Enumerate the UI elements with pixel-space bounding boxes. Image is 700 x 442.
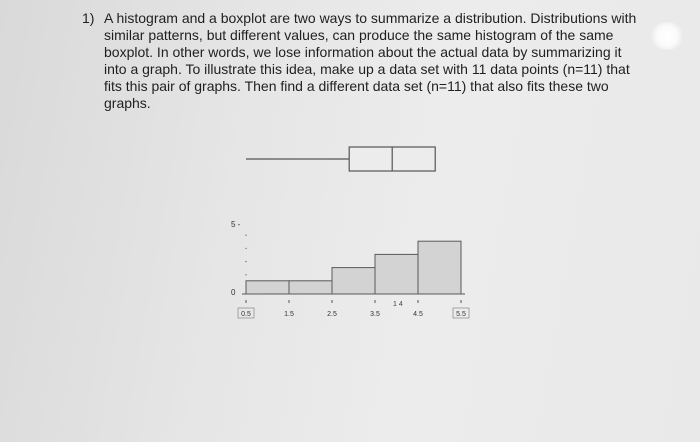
histogram-bar (332, 268, 375, 294)
y-tick-dot (245, 248, 246, 249)
y-tick-dot (245, 261, 246, 262)
x-tick-label: 0.5 (241, 311, 251, 318)
y-tick-dot (245, 235, 246, 236)
x-tick-label: 4.5 (413, 311, 423, 318)
histogram-bar (375, 254, 418, 294)
y-tick-dot (245, 274, 246, 275)
boxplot (246, 147, 435, 171)
question-text: A histogram and a boxplot are two ways to summarize a distribution. Distributions with similar patterns, but different values, can produce the same histogram of the same boxplot. In other words, we lose information about the actual data by summarizing it into a graph. To illustrate this idea, make up a data set with 11 data points (n=11) that fits this pair of graphs. Then find a different data set (n=11) that also fits these two graphs. (104, 10, 637, 111)
x-tick-label: 1.5 (284, 311, 294, 318)
histogram-bar (418, 241, 461, 294)
histogram-bar (289, 281, 332, 294)
histogram-bar (246, 281, 289, 294)
x-tick-label: 2.5 (327, 311, 337, 318)
x-tick-label: 3.5 (370, 311, 380, 318)
y-zero-label: 0 (231, 288, 236, 297)
histogram (231, 220, 469, 318)
y-top-label: 5 - (231, 220, 241, 229)
handwritten-note: 1 4 (393, 301, 403, 308)
question-number: 1) (82, 10, 95, 26)
x-tick-label: 5.5 (456, 311, 466, 318)
